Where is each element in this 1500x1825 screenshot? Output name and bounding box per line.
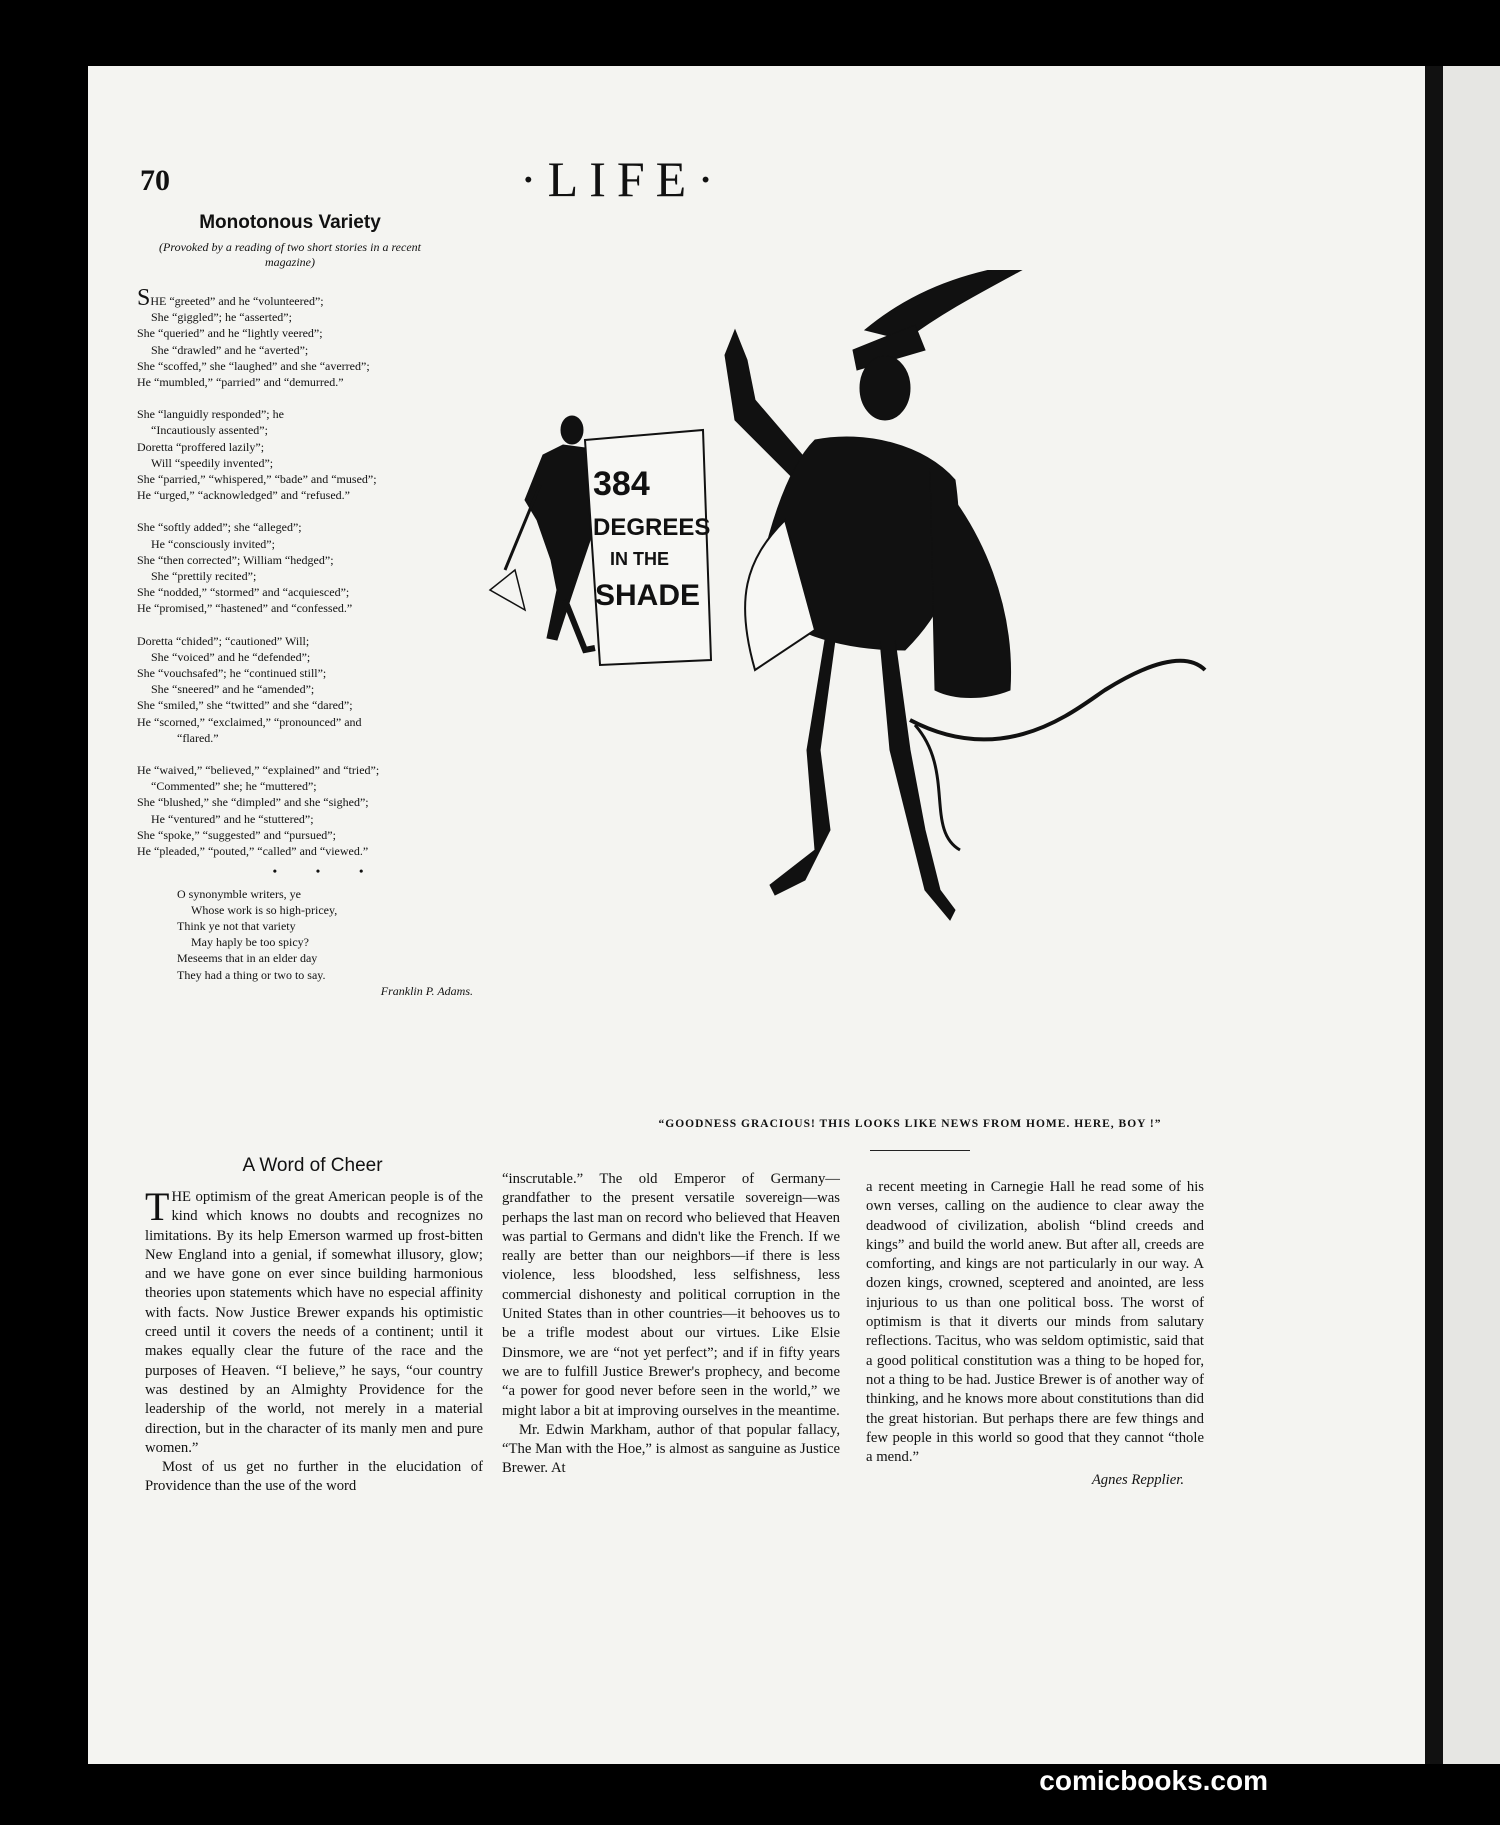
poem-body: [137, 285, 477, 999]
site-watermark: comicbooks.com: [1039, 1765, 1268, 1796]
poem-line: HE “greeted” and he “volunteered”;: [150, 294, 324, 308]
newspaper-sign: [585, 430, 711, 665]
poem-line: She “softly added”; she “alleged”;: [137, 520, 302, 535]
drop-cap: T: [145, 1184, 170, 1229]
poem-stanza: [137, 762, 477, 859]
poem-line: She “sneered” and he “amended”;: [151, 682, 315, 697]
poem-stanza: [137, 285, 477, 390]
poem-line: She “spoke,” “suggested” and “pursued”;: [137, 827, 336, 842]
article-paragraph: Mr. Edwin Markham, author of that popular fallacy, “The Man with the Hoe,” is almost as sanguine as Justice Brewer. At: [502, 1421, 840, 1477]
poem-line: She “prettily recited”;: [151, 569, 257, 584]
poem-line: He “pleaded,” “pouted,” “called” and “viewed.”: [137, 844, 369, 859]
poem-line: Doretta “proffered lazily”;: [137, 439, 265, 454]
sign-line-1: 384: [593, 465, 650, 503]
article-column-1: [145, 1184, 483, 1497]
article-paragraph: “inscrutable.” The old Emperor of Germany—grandfather to the present versatile sovereign—was perhaps the last man on record who believed that Heaven was partial to Germans and didn't like the French. If we really are better than our neighbors—if there is less violence, less bloodshed, less selfishness, less commercial dishonesty and political corruption in the United States than in other countries—it behooves us to be a trifle modest about our virtues. Like Elsie Dinsmore, we are “not yet perfect”; and if in fifty years we are to fulfill Justice Brewer's prophecy, and become “a power for good never before seen in the world,” we might labor a bit at improving ourselves in the meantime.: [502, 1171, 840, 1419]
poem-line: Will “speedily invented”;: [151, 455, 274, 470]
poem-line: Doretta “chided”; “cautioned” Will;: [137, 633, 310, 648]
poem-line: He “scorned,” “exclaimed,” “pronounced” and: [137, 714, 362, 729]
article-column-3: [866, 1178, 1204, 1491]
sign-line-3: IN THE: [610, 549, 670, 569]
poem-line: Whose work is so high-pricey,: [191, 902, 338, 917]
article-column-2: [502, 1170, 840, 1479]
sign-line-2: DEGREES: [593, 514, 711, 541]
masthead-title: ·LIFE·: [520, 151, 725, 207]
poem-line: She “drawled” and he “averted”;: [151, 342, 309, 357]
poem-line: He “promised,” “hastened” and “confessed.”: [137, 601, 353, 616]
sign-line-4: SHADE: [595, 579, 701, 612]
poem-line: Think ye not that variety: [177, 918, 296, 933]
poem-line: She “blushed,” she “dimpled” and she “sighed”;: [137, 795, 369, 810]
devil-figure: [725, 270, 1205, 920]
poem-line: O synonymble writers, ye: [177, 886, 301, 901]
poem-line: They had a thing or two to say.: [177, 967, 326, 982]
newsboy-figure: [490, 416, 597, 650]
poem-line: She “giggled”; he “asserted”;: [151, 310, 292, 325]
poem-line: She “nodded,” “stormed” and “acquiesced”;: [137, 585, 350, 600]
poem-line: He “ventured” and he “stuttered”;: [151, 811, 314, 826]
poem-line: May haply be too spicy?: [191, 935, 309, 950]
poem-line: She “scoffed,” she “laughed” and she “averred”;: [137, 358, 370, 373]
poem-author: Franklin P. Adams.: [380, 983, 473, 998]
cartoon-illustration: [485, 270, 1290, 1060]
cartoon-caption: “GOODNESS GRACIOUS! THIS LOOKS LIKE NEWS FROM HOME. HERE, BOY !”: [658, 1118, 1162, 1130]
poem-stanza: [137, 406, 477, 503]
poem-line: He “urged,” “acknowledged” and “refused.”: [137, 488, 350, 503]
poem-line: She “queried” and he “lightly veered”;: [137, 326, 323, 341]
poem-line: “flared.”: [177, 730, 219, 745]
page-gutter: [1425, 66, 1443, 1764]
page-number: 70: [140, 164, 170, 197]
section-dots: • • •: [272, 864, 382, 879]
poem-line: Meseems that in an elder day: [177, 951, 318, 966]
article-paragraph: Most of us get no further in the elucidation of Providence than the use of the word: [145, 1459, 483, 1495]
divider-rule: [870, 1150, 970, 1151]
article-author: Agnes Repplier.: [1091, 1472, 1184, 1489]
article-paragraph: a recent meeting in Carnegie Hall he read some of his own verses, calling on the audience to clear away the deadwood of civilization, abolish “blind creeds and kings” and build the world anew. But after all, creeds are comforting, and kings are not particularly in our way. A dozen kings, crowned, sceptered and anointed, are less injurious to us than one political boss. The worst of optimism is that it diverts our minds from salutary reflections. Tacitus, who was seldom optimistic, said that a good political constitution was a thing to be hoped for, not a thing to be had. Justice Brewer is of another way of thinking, and he knows more about constitutions than did the great historian. But perhaps there are few things and few people in this world so good that they cannot “thole a mend.”: [866, 1179, 1204, 1466]
poem-line: She “smiled,” she “twitted” and she “dared”;: [137, 698, 353, 713]
next-page-edge: [1443, 66, 1500, 1764]
poem-line: She “vouchsafed”; he “continued still”;: [137, 666, 327, 681]
poem-line: She “languidly responded”; he: [137, 407, 284, 422]
poem-line: He “waived,” “believed,” “explained” and “tried”;: [137, 763, 380, 778]
poem-line: She “then corrected”; William “hedged”;: [137, 552, 334, 567]
poem-stanza: [137, 519, 477, 616]
poem-line: She “voiced” and he “defended”;: [151, 649, 311, 664]
poem-title: Monotonous Variety: [199, 212, 381, 233]
poem-envoi: [137, 886, 477, 983]
poem-line: She “parried,” “whispered,” “bade” and “mused”;: [137, 472, 377, 487]
poem-line: “Incautiously assented”;: [151, 423, 268, 438]
poem-stanza: [137, 633, 477, 746]
poem-line: “Commented” she; he “muttered”;: [151, 779, 317, 794]
poem-line: He “mumbled,” “parried” and “demurred.”: [137, 375, 344, 390]
poem-subtitle: (Provoked by a reading of two short stories in a recent magazine): [159, 240, 421, 269]
article-title: A Word of Cheer: [242, 1155, 383, 1176]
drop-cap: S: [137, 285, 151, 311]
article-paragraph: THE optimism of the great American people is of the kind which knows no doubts and recognizes no limitations. By its help Emerson warmed up frost-bitten New England into a genial, if somewhat illusory, glow; and we have gone on ever since building harmonious theories upon statements which have no especial affinity with facts. Now Justice Brewer expands his optimistic creed until it covers the needs of a continent; until it makes equally clear the future of the race and the purposes of Heaven. “I believe,” he says, “our country was destined by an Almighty Providence for the leadership of the world, not merely in a material direction, but in the character of its manly men and pure women.”: [145, 1184, 483, 1456]
poem-line: He “consciously invited”;: [151, 536, 275, 551]
